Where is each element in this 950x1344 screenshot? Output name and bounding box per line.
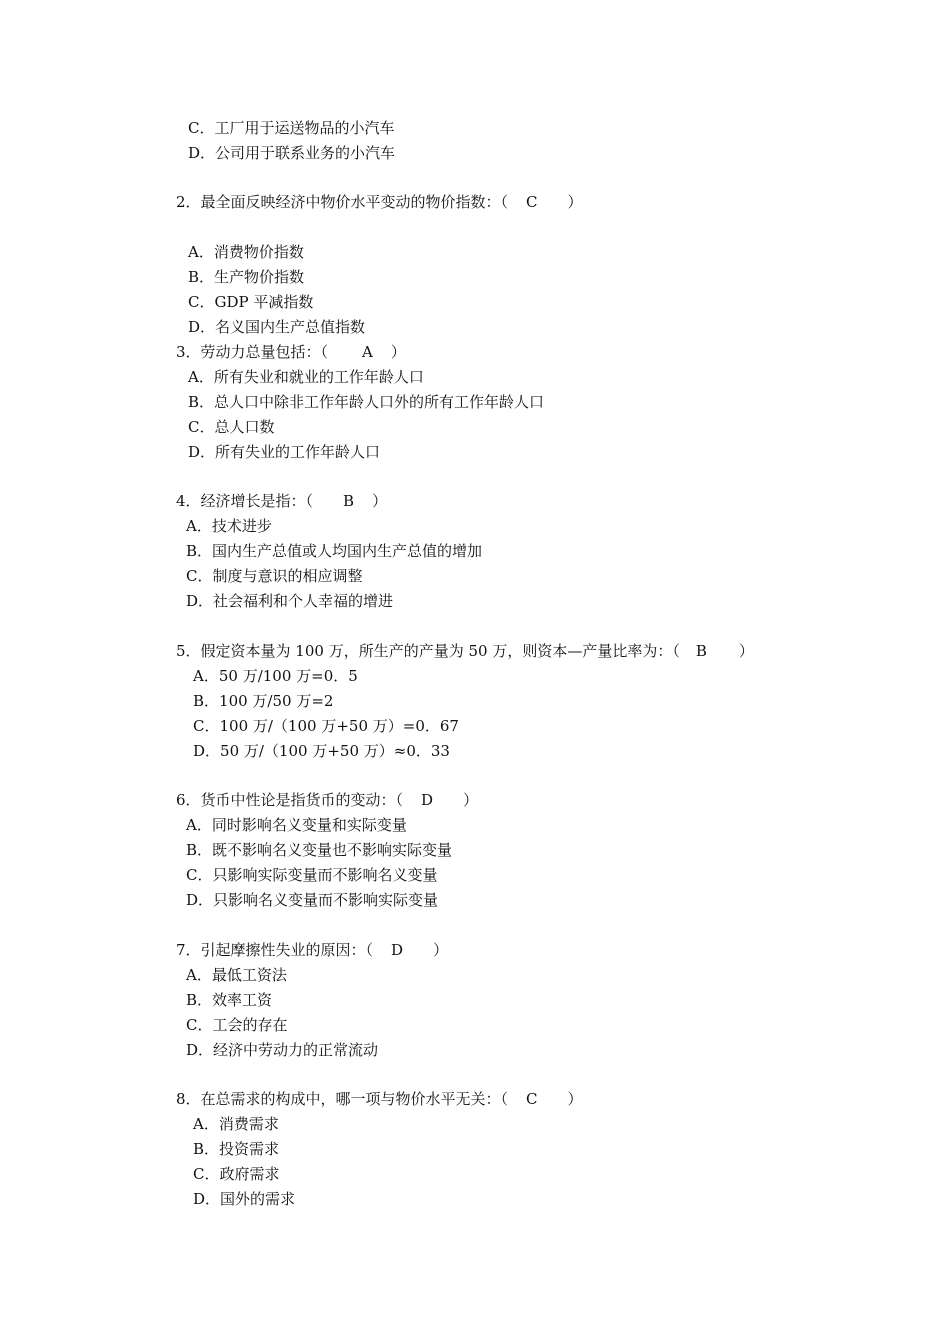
q5-option-c: C．100 万/（100 万+50 万）=0．67 (193, 717, 459, 735)
q6-stem (176, 790, 478, 810)
q2-option-d: D．名义国内生产总值指数 (188, 318, 366, 336)
q3-answer: A (362, 343, 373, 361)
q2-answer: C (526, 193, 538, 211)
q7-answer: D (391, 941, 404, 959)
q4-option-a: A．技术进步 (186, 517, 272, 535)
q2-option-c: C．GDP 平减指数 (188, 293, 314, 311)
q8-answer: C (526, 1090, 538, 1108)
q6-stem-text: 6．货币中性论是指货币的变动：（ (176, 791, 404, 809)
q3-stem (176, 342, 406, 362)
q3-option-d: D．所有失业的工作年龄人口 (188, 443, 381, 461)
q8-option-b: B．投资需求 (193, 1140, 280, 1158)
q5-stem-text: 5．假定资本量为 100 万，所生产的产量为 50 万，则资本—产量比率为：（ (176, 642, 680, 660)
q7-stem-text: 7．引起摩擦性失业的原因：（ (176, 941, 374, 959)
q7-close: ） (433, 941, 449, 959)
q2-option-b: B．生产物价指数 (188, 268, 305, 286)
q8-stem-text: 8．在总需求的构成中，哪一项与物价水平无关：（ (176, 1090, 509, 1108)
q7-option-b: B．效率工资 (186, 991, 273, 1009)
q7-option-a: A．最低工资法 (186, 966, 287, 984)
q1-option-c: C．工厂用于运送物品的小汽车 (188, 119, 395, 137)
q6-close: ） (463, 791, 479, 809)
q5-option-b: B．100 万/50 万=2 (193, 692, 334, 710)
q1-option-d: D．公司用于联系业务的小汽车 (188, 144, 396, 162)
q2-close: ） (567, 193, 583, 211)
q5-stem (176, 641, 754, 661)
q4-option-b: B．国内生产总值或人均国内生产总值的增加 (186, 542, 483, 560)
q7-option-d: D．经济中劳动力的正常流动 (186, 1041, 379, 1059)
q4-option-c: C．制度与意识的相应调整 (186, 567, 363, 585)
q8-option-c: C．政府需求 (193, 1165, 280, 1183)
q8-option-a: A．消费需求 (193, 1115, 279, 1133)
q6-option-c: C．只影响实际变量而不影响名义变量 (186, 866, 438, 884)
q5-option-a: A．50 万/100 万=0．5 (193, 667, 358, 685)
q4-option-d: D．社会福利和个人幸福的增进 (186, 592, 394, 610)
q2-option-a: A．消费物价指数 (188, 243, 304, 261)
q3-close: ） (390, 343, 406, 361)
q7-option-c: C．工会的存在 (186, 1016, 288, 1034)
q5-answer: B (695, 642, 707, 660)
q5-option-d: D．50 万/（100 万+50 万）≈0．33 (193, 742, 450, 760)
q8-option-d: D．国外的需求 (193, 1190, 296, 1208)
q2-stem (176, 192, 583, 212)
q6-option-b: B．既不影响名义变量也不影响实际变量 (186, 841, 453, 859)
q3-option-a: A．所有失业和就业的工作年龄人口 (188, 368, 424, 386)
q3-stem-text: 3．劳动力总量包括：（ (176, 343, 329, 361)
q3-option-c: C．总人口数 (188, 418, 275, 436)
q6-answer: D (421, 791, 434, 809)
q6-option-a: A．同时影响名义变量和实际变量 (186, 816, 407, 834)
q4-stem-text: 4．经济增长是指：（ (176, 492, 314, 510)
q4-close: ） (372, 492, 388, 510)
q8-close: ） (567, 1090, 583, 1108)
q4-stem (176, 491, 387, 511)
q8-stem (176, 1089, 583, 1109)
q6-option-d: D．只影响名义变量而不影响实际变量 (186, 891, 439, 909)
q7-stem (176, 940, 448, 960)
q3-option-b: B．总人口中除非工作年龄人口外的所有工作年龄人口 (188, 393, 545, 411)
q4-answer: B (343, 492, 355, 510)
q2-stem-text: 2．最全面反映经济中物价水平变动的物价指数：（ (176, 193, 509, 211)
q5-close: ） (738, 642, 754, 660)
